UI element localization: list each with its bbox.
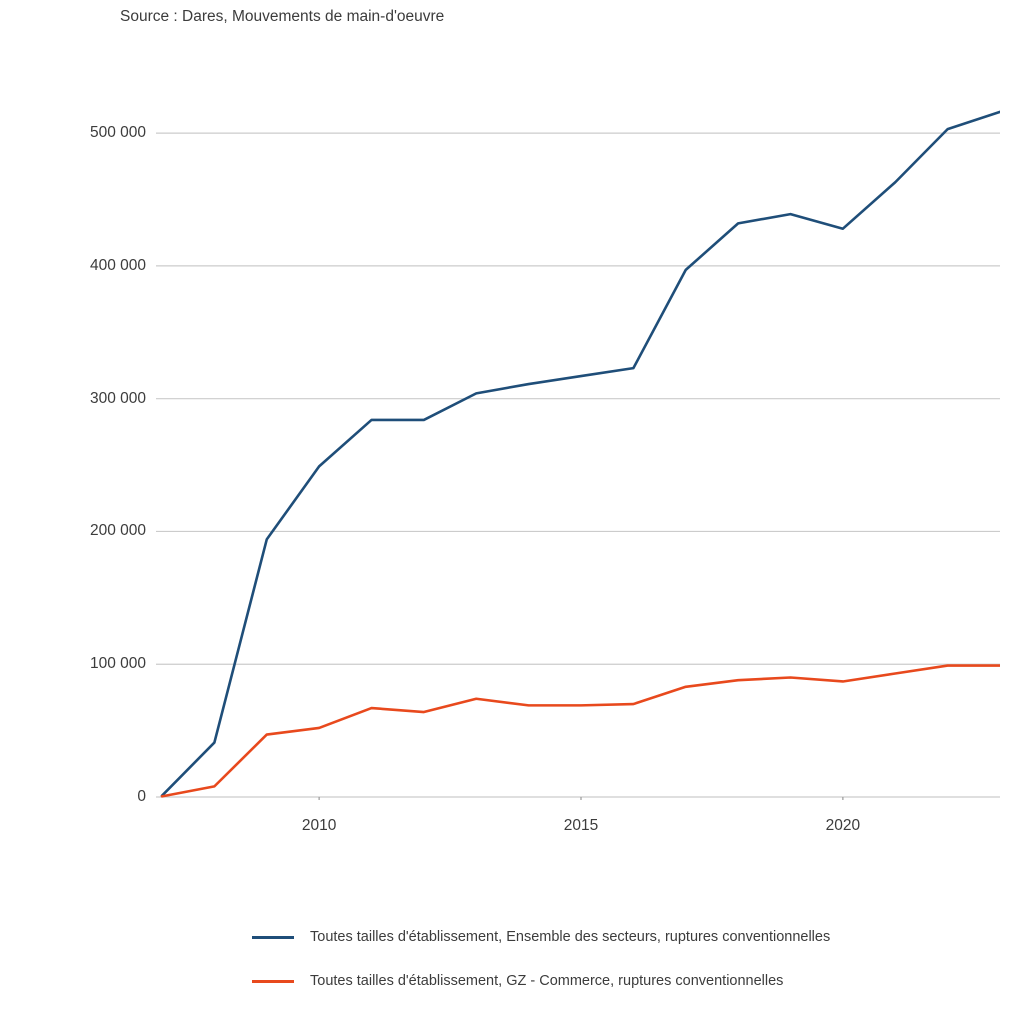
legend-swatch-series-2 [252,980,294,983]
chart-svg [120,60,1000,800]
source-note: Source : Dares, Mouvements de main-d'oeuvre [120,8,445,25]
plot-area [89,60,1000,834]
series-lines [162,112,1000,796]
y-tick-label: 400 000 [89,256,146,274]
legend-label-series-2: Toutes tailles d'établissement, GZ - Commerce, ruptures conventionnelles [310,973,784,989]
gridlines [156,133,1000,797]
legend-item[interactable] [0,915,1024,959]
y-tick-label: 500 000 [89,124,146,142]
x-tick-label: 2010 [301,817,337,834]
y-tick-label: 0 [137,788,146,805]
legend-label-series-1: Toutes tailles d'établissement, Ensemble des secteurs, ruptures conventionnelles [310,929,831,945]
chart-legend [0,915,1024,1003]
series-line [162,666,1000,797]
legend-swatch-series-1 [252,936,294,939]
y-tick-label: 200 000 [89,522,146,540]
legend-item[interactable] [0,959,1024,1003]
x-tick-label: 2020 [825,817,861,834]
y-tick-label: 300 000 [89,389,146,407]
x-tick-label: 2015 [563,817,599,834]
series-line [162,112,1000,796]
y-tick-label: 100 000 [89,655,146,673]
